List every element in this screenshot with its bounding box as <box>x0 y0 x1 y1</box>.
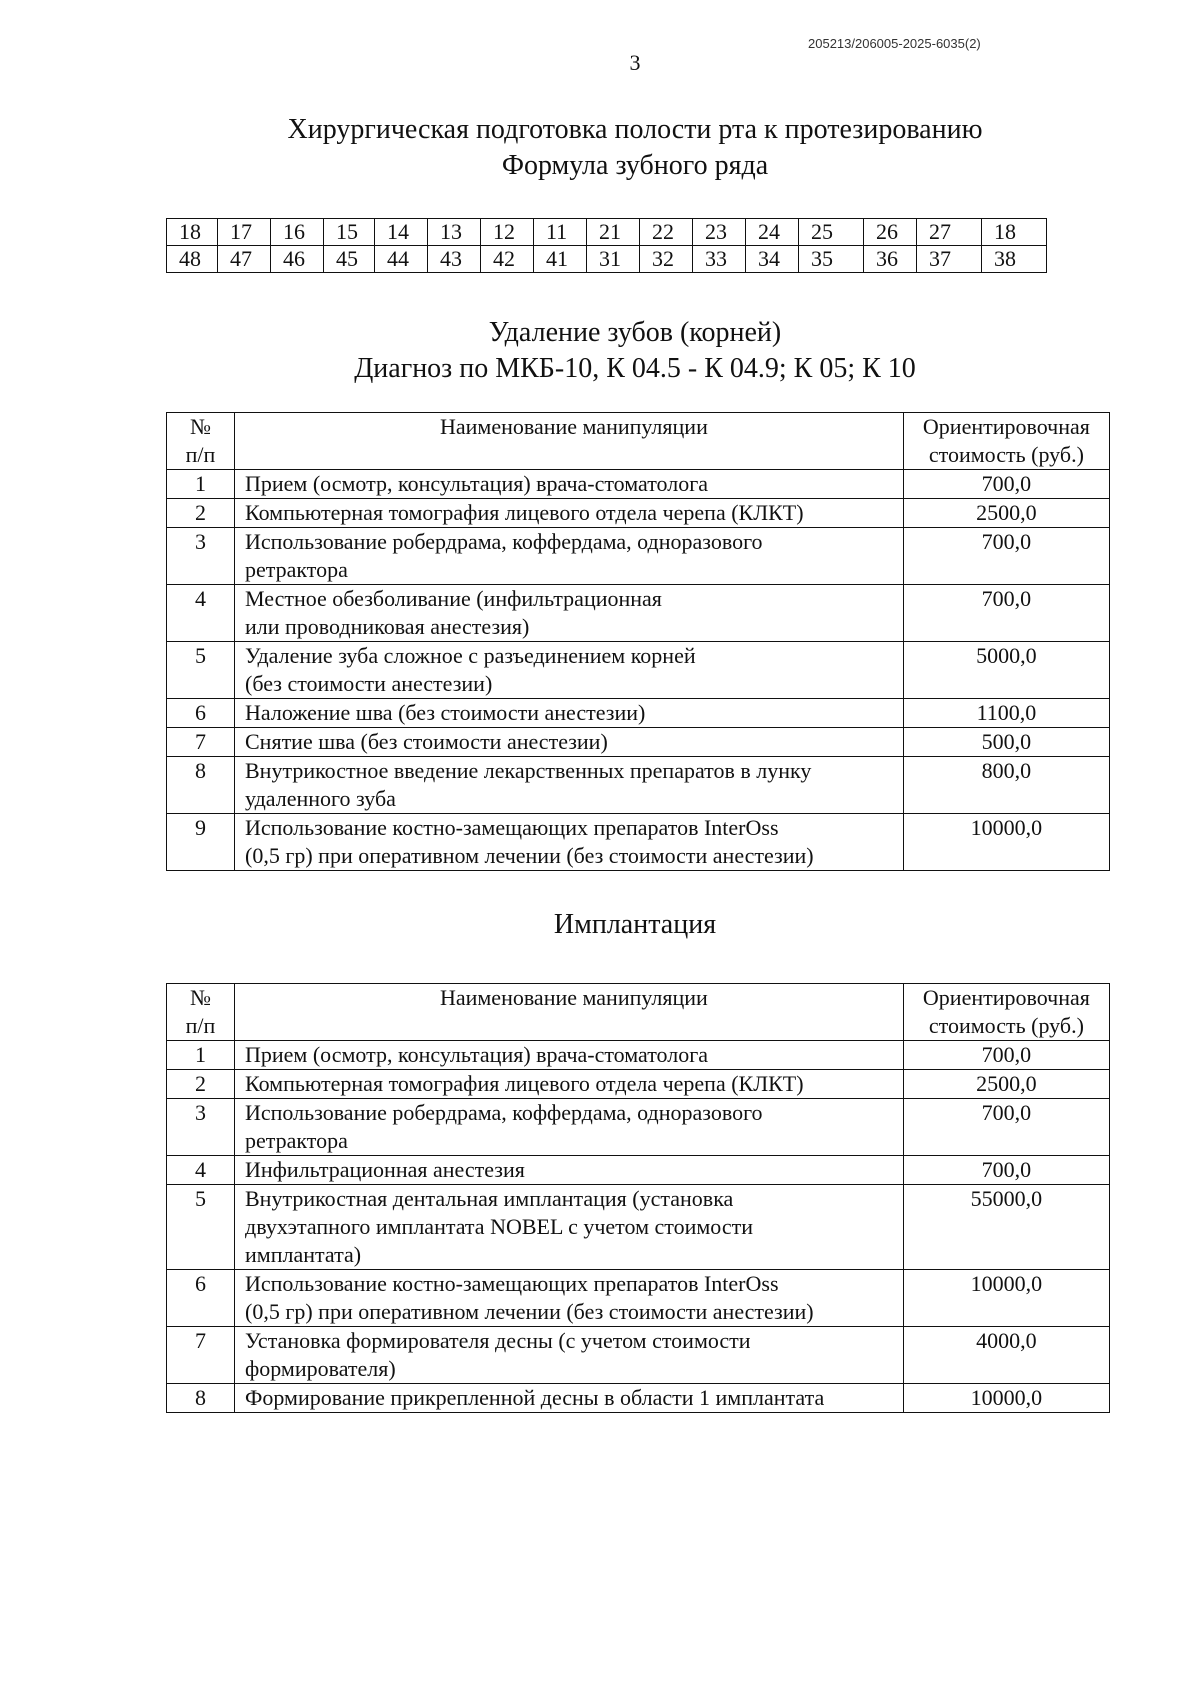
tooth-number-cell: 44 <box>375 246 428 273</box>
section-title-surgical-prep <box>0 112 1200 184</box>
procedure-name-line: Установка формирователя десны (с учетом стоимости <box>245 1328 751 1353</box>
procedure-cost: 10000,0 <box>903 1384 1109 1413</box>
procedure-cost: 5000,0 <box>903 642 1109 699</box>
row-number: 5 <box>167 1185 235 1270</box>
table-header-row <box>167 413 1110 470</box>
section-subtitle-line: Диагноз по МКБ-10, К 04.5 - К 04.9; К 05; К 10 <box>354 353 916 384</box>
procedure-cost: 10000,0 <box>903 814 1109 871</box>
extraction-price-table <box>166 412 1110 871</box>
tooth-number-cell: 12 <box>481 219 534 246</box>
tooth-number-cell: 48 <box>167 246 218 273</box>
tooth-number-cell: 45 <box>324 246 375 273</box>
procedure-name <box>235 528 904 585</box>
procedure-name-line: ретрактора <box>245 557 348 582</box>
tooth-number-cell: 33 <box>693 246 746 273</box>
row-number: 4 <box>167 1156 235 1185</box>
row-number: 8 <box>167 1384 235 1413</box>
tooth-number-cell: 42 <box>481 246 534 273</box>
table-row <box>167 699 1110 728</box>
tooth-number-cell: 43 <box>428 246 481 273</box>
tooth-number-cell: 16 <box>271 219 324 246</box>
procedure-cost: 1100,0 <box>903 699 1109 728</box>
table-row <box>167 528 1110 585</box>
row-number: 6 <box>167 699 235 728</box>
row-number: 2 <box>167 499 235 528</box>
tooth-number-cell: 31 <box>587 246 640 273</box>
section-title-line: Имплантация <box>553 909 717 940</box>
tooth-number-cell: 15 <box>324 219 375 246</box>
tooth-number-cell: 24 <box>746 219 799 246</box>
table-row <box>167 642 1110 699</box>
procedure-name-line: Внутрикостное введение лекарственных препаратов в лунку <box>245 758 812 783</box>
section-subtitle-line: Формула зубного ряда <box>501 150 769 181</box>
row-number: 5 <box>167 642 235 699</box>
procedure-cost: 700,0 <box>903 528 1109 585</box>
procedure-name-line: удаленного зуба <box>245 786 396 811</box>
section-title-line: Хирургическая подготовка полости рта к протезированию <box>287 114 983 145</box>
tooth-number-cell: 18 <box>982 219 1047 246</box>
tooth-number-cell: 47 <box>218 246 271 273</box>
procedure-cost: 2500,0 <box>903 499 1109 528</box>
procedure-cost: 800,0 <box>903 757 1109 814</box>
row-number: 1 <box>167 470 235 499</box>
procedure-name-line: двухэтапного имплантата NOBEL с учетом стоимости <box>245 1214 753 1239</box>
procedure-name-line: Использование робердрама, коффердама, одноразового <box>245 529 763 554</box>
table-row <box>167 1185 1110 1270</box>
procedure-name <box>235 470 904 499</box>
procedure-cost: 4000,0 <box>903 1327 1109 1384</box>
row-number: 3 <box>167 528 235 585</box>
row-number: 4 <box>167 585 235 642</box>
tooth-number-cell: 38 <box>982 246 1047 273</box>
header-name: Наименование манипуляции <box>235 984 904 1041</box>
procedure-name <box>235 1041 904 1070</box>
tooth-number-cell: 36 <box>864 246 917 273</box>
procedure-name <box>235 1327 904 1384</box>
procedure-name-line: (0,5 гр) при оперативном лечении (без стоимости анестезии) <box>245 1299 814 1324</box>
procedure-cost: 700,0 <box>903 1099 1109 1156</box>
header-name: Наименование манипуляции <box>235 413 904 470</box>
table-row <box>167 585 1110 642</box>
row-number: 9 <box>167 814 235 871</box>
table-row <box>167 728 1110 757</box>
table-row <box>167 470 1110 499</box>
procedure-name <box>235 642 904 699</box>
table-row <box>167 499 1110 528</box>
procedure-name-line: Формирование прикрепленной десны в области 1 имплантата <box>245 1385 825 1410</box>
tooth-number-cell: 21 <box>587 219 640 246</box>
procedure-name <box>235 1099 904 1156</box>
procedure-name-line: или проводниковая анестезия) <box>245 614 530 639</box>
tooth-number-cell: 23 <box>693 219 746 246</box>
tooth-number-cell: 41 <box>534 246 587 273</box>
procedure-name <box>235 499 904 528</box>
row-number: 6 <box>167 1270 235 1327</box>
row-number: 3 <box>167 1099 235 1156</box>
table-row <box>167 1384 1110 1413</box>
procedure-name <box>235 585 904 642</box>
procedure-cost: 700,0 <box>903 1156 1109 1185</box>
table-row <box>167 1099 1110 1156</box>
procedure-name-line: Инфильтрационная анестезия <box>245 1157 525 1182</box>
row-number: 2 <box>167 1070 235 1099</box>
section-title-implantation <box>0 907 1200 943</box>
teeth-row-lower <box>167 246 1047 273</box>
tooth-number-cell: 18 <box>167 219 218 246</box>
tooth-number-cell: 46 <box>271 246 324 273</box>
procedure-name-line: Использование костно-замещающих препаратов InterOss <box>245 815 779 840</box>
implantation-price-table <box>166 983 1110 1413</box>
tooth-number-cell: 37 <box>917 246 982 273</box>
procedure-name-line: ретрактора <box>245 1128 348 1153</box>
procedure-cost: 700,0 <box>903 585 1109 642</box>
table-header-row <box>167 984 1110 1041</box>
procedure-cost: 700,0 <box>903 1041 1109 1070</box>
procedure-name-line: Снятие шва (без стоимости анестезии) <box>245 729 608 754</box>
section-title-line: Удаление зубов (корней) <box>488 317 782 348</box>
tooth-number-cell: 27 <box>917 219 982 246</box>
procedure-name-line: Использование костно-замещающих препаратов InterOss <box>245 1271 779 1296</box>
procedure-name-line: Внутрикостная дентальная имплантация (установка <box>245 1186 734 1211</box>
tooth-number-cell: 25 <box>799 219 864 246</box>
table-row <box>167 1156 1110 1185</box>
procedure-name <box>235 1270 904 1327</box>
procedure-cost: 700,0 <box>903 470 1109 499</box>
procedure-name-line: Прием (осмотр, консультация) врача-стоматолога <box>245 1042 709 1067</box>
procedure-name-line: имплантата) <box>245 1242 362 1267</box>
procedure-name-line: Компьютерная томография лицевого отдела черепа (КЛКТ) <box>245 1071 804 1096</box>
header-number: № п/п <box>167 984 235 1041</box>
procedure-name-line: Компьютерная томография лицевого отдела черепа (КЛКТ) <box>245 500 804 525</box>
table-row <box>167 814 1110 871</box>
procedure-name-line: Удаление зуба сложное с разъединением корней <box>245 643 696 668</box>
procedure-name <box>235 1185 904 1270</box>
procedure-name-line: (без стоимости анестезии) <box>245 671 493 696</box>
row-number: 7 <box>167 728 235 757</box>
procedure-name-line: Использование робердрама, коффердама, одноразового <box>245 1100 763 1125</box>
tooth-number-cell: 26 <box>864 219 917 246</box>
tooth-number-cell: 17 <box>218 219 271 246</box>
tooth-number-cell: 34 <box>746 246 799 273</box>
table-row <box>167 1041 1110 1070</box>
procedure-cost: 55000,0 <box>903 1185 1109 1270</box>
table-row <box>167 1327 1110 1384</box>
procedure-name <box>235 757 904 814</box>
table-row <box>167 1270 1110 1327</box>
teeth-formula-table <box>166 218 1047 273</box>
header-number: № п/п <box>167 413 235 470</box>
procedure-name <box>235 1070 904 1099</box>
tooth-number-cell: 35 <box>799 246 864 273</box>
table-row <box>167 1070 1110 1099</box>
header-cost: Ориентировочная стоимость (руб.) <box>903 413 1109 470</box>
tooth-number-cell: 14 <box>375 219 428 246</box>
tooth-number-cell: 22 <box>640 219 693 246</box>
tooth-number-cell: 11 <box>534 219 587 246</box>
table-row <box>167 757 1110 814</box>
procedure-name-line: Наложение шва (без стоимости анестезии) <box>245 700 646 725</box>
document-id: 205213/206005-2025-6035(2) <box>808 36 981 51</box>
procedure-cost: 10000,0 <box>903 1270 1109 1327</box>
procedure-cost: 500,0 <box>903 728 1109 757</box>
procedure-name <box>235 814 904 871</box>
procedure-name-line: формирователя) <box>245 1356 396 1381</box>
procedure-name-line: Местное обезболивание (инфильтрационная <box>245 586 662 611</box>
procedure-name <box>235 728 904 757</box>
tooth-number-cell: 13 <box>428 219 481 246</box>
procedure-name <box>235 1156 904 1185</box>
page-number: 3 <box>629 50 641 75</box>
section-title-extraction <box>0 315 1200 387</box>
row-number: 1 <box>167 1041 235 1070</box>
procedure-name <box>235 1384 904 1413</box>
procedure-name <box>235 699 904 728</box>
teeth-row-upper <box>167 219 1047 246</box>
procedure-name-line: (0,5 гр) при оперативном лечении (без стоимости анестезии) <box>245 843 814 868</box>
header-cost: Ориентировочная стоимость (руб.) <box>903 984 1109 1041</box>
procedure-name-line: Прием (осмотр, консультация) врача-стоматолога <box>245 471 709 496</box>
procedure-cost: 2500,0 <box>903 1070 1109 1099</box>
tooth-number-cell: 32 <box>640 246 693 273</box>
row-number: 7 <box>167 1327 235 1384</box>
row-number: 8 <box>167 757 235 814</box>
